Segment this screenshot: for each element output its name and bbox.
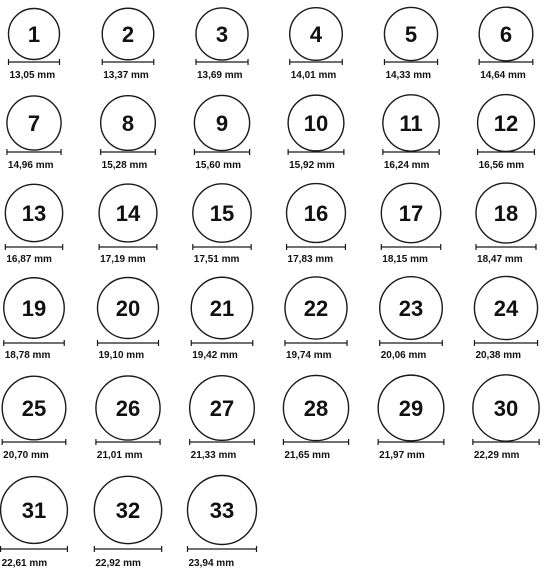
ring-size-item bbox=[290, 8, 343, 81]
ring-size-number: 12 bbox=[493, 111, 519, 136]
diameter-label: 21,33 mm bbox=[190, 450, 237, 461]
diameter-label: 22,29 mm bbox=[473, 450, 520, 461]
diameter-label: 23,94 mm bbox=[188, 558, 235, 569]
diameter-label: 13,69 mm bbox=[196, 70, 243, 81]
diameter-label: 20,06 mm bbox=[380, 350, 427, 361]
ring-size-item bbox=[99, 184, 157, 265]
ring-size-number: 8 bbox=[121, 111, 135, 136]
ring-size-item bbox=[188, 476, 257, 570]
diameter-label: 18,47 mm bbox=[477, 254, 523, 265]
ring-size-item bbox=[479, 7, 533, 81]
diameter-label: 14,64 mm bbox=[480, 70, 526, 81]
ring-size-item bbox=[98, 278, 159, 362]
ring-size-number: 11 bbox=[399, 111, 423, 136]
diameter-label: 16,24 mm bbox=[383, 160, 430, 171]
ring-size-item bbox=[7, 96, 61, 171]
ring-size-number: 4 bbox=[309, 22, 323, 47]
ring-size-item bbox=[473, 375, 539, 461]
ring-size-number: 10 bbox=[303, 111, 329, 136]
ring-size-number: 25 bbox=[21, 396, 47, 421]
ring-size-item bbox=[384, 7, 437, 81]
ring-size-item bbox=[474, 276, 537, 361]
ring-size-number: 18 bbox=[493, 201, 519, 226]
diameter-label: 15,28 mm bbox=[101, 160, 148, 171]
diameter-label: 17,19 mm bbox=[100, 254, 146, 265]
ring-size-item bbox=[9, 9, 60, 82]
ring-size-item bbox=[381, 183, 440, 265]
ring-size-number: 6 bbox=[499, 22, 513, 47]
ring-size-number: 22 bbox=[303, 296, 329, 321]
diameter-label: 15,60 mm bbox=[195, 160, 241, 171]
ring-size-number: 5 bbox=[404, 22, 418, 47]
ring-size-number: 23 bbox=[398, 296, 424, 321]
ring-size-number: 15 bbox=[209, 201, 235, 226]
diameter-label: 19,42 mm bbox=[192, 350, 238, 361]
ring-size-item bbox=[102, 8, 154, 81]
diameter-label: 19,74 mm bbox=[285, 350, 332, 361]
ring-size-item bbox=[380, 277, 443, 361]
ring-size-item bbox=[285, 277, 347, 361]
ring-size-item bbox=[378, 375, 444, 461]
ring-size-number: 29 bbox=[398, 396, 424, 421]
diameter-label: 14,33 mm bbox=[385, 70, 432, 81]
diameter-label: 22,61 mm bbox=[1, 558, 48, 569]
ring-size-item bbox=[196, 8, 248, 81]
ring-size-number: 7 bbox=[27, 111, 41, 136]
diameter-label: 21,01 mm bbox=[96, 450, 143, 461]
ring-size-number: 1 bbox=[27, 22, 41, 47]
ring-size-number: 20 bbox=[115, 296, 141, 321]
ring-size-item bbox=[478, 95, 535, 171]
diameter-label: 21,97 mm bbox=[379, 450, 425, 461]
ring-size-number: 26 bbox=[115, 396, 141, 421]
diameter-label: 18,78 mm bbox=[4, 350, 51, 361]
diameter-label: 15,92 mm bbox=[289, 160, 335, 171]
diameter-label: 18,15 mm bbox=[382, 254, 428, 265]
diameter-label: 14,96 mm bbox=[7, 160, 54, 171]
ring-size-number: 19 bbox=[21, 296, 47, 321]
ring-size-item bbox=[191, 277, 253, 361]
diameter-label: 17,51 mm bbox=[193, 254, 240, 265]
ring-size-number: 9 bbox=[215, 111, 229, 136]
ring-size-number: 28 bbox=[303, 396, 329, 421]
ring-size-item bbox=[4, 278, 64, 361]
ring-size-number: 27 bbox=[209, 396, 235, 421]
ring-size-item bbox=[1, 477, 68, 569]
ring-size-item bbox=[288, 95, 344, 171]
ring-size-number: 32 bbox=[115, 498, 141, 523]
ring-size-item bbox=[476, 183, 536, 265]
ring-size-item bbox=[193, 184, 251, 265]
diameter-label: 20,70 mm bbox=[3, 450, 49, 461]
diameter-label: 17,83 mm bbox=[287, 254, 334, 265]
ring-size-item bbox=[101, 96, 156, 171]
ring-size-item bbox=[383, 95, 439, 171]
ring-size-item bbox=[194, 95, 249, 171]
ring-size-item bbox=[190, 376, 255, 461]
ring-size-item bbox=[94, 476, 161, 569]
diameter-label: 22,92 mm bbox=[95, 558, 141, 569]
diameter-label: 16,87 mm bbox=[6, 254, 52, 265]
ring-size-number: 2 bbox=[121, 22, 135, 47]
ring-size-number: 13 bbox=[21, 201, 47, 226]
ring-size-item bbox=[287, 184, 346, 265]
diameter-label: 16,56 mm bbox=[478, 160, 525, 171]
ring-size-number: 14 bbox=[115, 201, 141, 226]
ring-size-item bbox=[96, 376, 160, 461]
diameter-label: 19,10 mm bbox=[98, 350, 145, 361]
diameter-label: 13,37 mm bbox=[103, 70, 149, 81]
diameter-label: 21,65 mm bbox=[284, 450, 330, 461]
ring-size-number: 24 bbox=[493, 296, 519, 321]
ring-size-item bbox=[2, 376, 66, 461]
ring-size-number: 3 bbox=[215, 22, 229, 47]
ring-size-item bbox=[283, 375, 348, 461]
diameter-label: 14,01 mm bbox=[290, 70, 337, 81]
ring-size-number: 33 bbox=[209, 498, 235, 523]
diameter-label: 20,38 mm bbox=[475, 350, 522, 361]
diameter-label: 13,05 mm bbox=[9, 70, 56, 81]
ring-size-number: 30 bbox=[493, 396, 519, 421]
ring-size-item bbox=[5, 184, 62, 265]
ring-size-number: 31 bbox=[21, 498, 47, 523]
ring-size-number: 21 bbox=[209, 296, 235, 321]
ring-size-number: 16 bbox=[303, 201, 329, 226]
ring-size-number: 17 bbox=[398, 201, 424, 226]
